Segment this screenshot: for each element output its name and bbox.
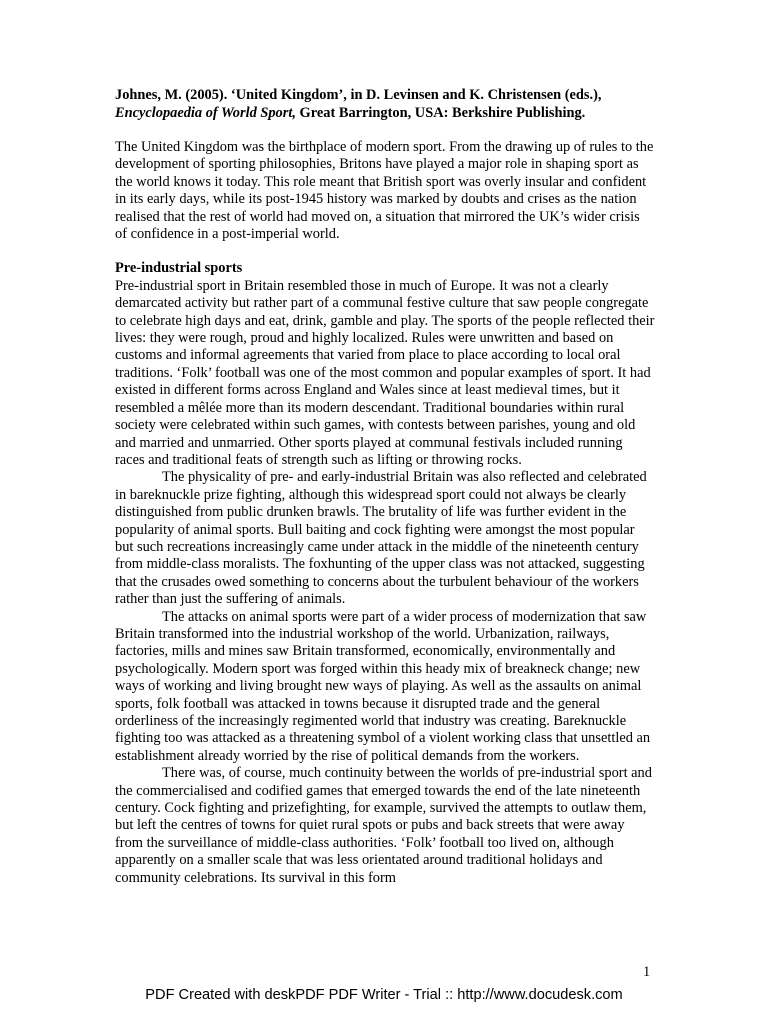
body-paragraph: There was, of course, much continuity between the worlds of pre-industrial sport and the commercialised and codified games that emerged towards the end of the late nineteenth century. Cock fighting and prizefighting, for example, survived the attempts to outlaw them, but left the centres of towns for quiet rural spots or pubs and back streets that were away from the surveillance of middle-class authorities. ‘Folk’ football too lived on, although apparently on a smaller scale that was less orientated around traditional holidays and community celebrations. Its survival in this form	[115, 765, 652, 886]
document-page	[115, 87, 655, 887]
citation-book-title: Encyclopaedia of World Sport,	[115, 104, 296, 121]
citation-publisher: Great Barrington, USA: Berkshire Publishing.	[295, 104, 586, 121]
body-paragraph: The physicality of pre- and early-industrial Britain was also reflected and celebrated in bareknuckle prize fighting, although this widespread sport could not always be clearly distinguished from public drunken brawls. The brutality of life was further evident in the popularity of animal sports. Bull baiting and cock fighting were amongst the most popular but such recreations increasingly came under attack in the middle of the nineteenth century from middle-class moralists. The foxhunting of the upper class was not attacked, suggesting that the crusades owed something to concerns about the turbulent behaviour of the workers rather than just the suffering of animals.	[115, 469, 647, 608]
citation	[115, 87, 655, 122]
page-number: 1	[643, 964, 651, 980]
intro-paragraph: The United Kingdom was the birthplace of modern sport. From the drawing up of rules to the development of sporting philosophies, Britons have played a major role in shaping sport as the world knows it today. This role meant that British sport was overly insular and confident in its early days, while its post-1945 history was marked by doubts and crises as the nation realised that the rest of world had moved on, a situation that mirrored the UK’s wider crisis of confidence in a post-imperial world.	[115, 139, 654, 243]
section-heading: Pre-industrial sports	[115, 260, 243, 277]
body-paragraph: Pre-industrial sport in Britain resembled those in much of Europe. It was not a clearly demarcated activity but rather part of a communal festive culture that saw people congregate to celebrate high days and eat, drink, gamble and play. The sports of the people reflected their lives: they were rough, proud and highly localized. Rules were unwritten and based on customs and informal agreements that varied from place to place according to local oral traditions. ‘Folk’ football was one of the most common and popular examples of sport. It had existed in different forms across England and Wales since at least medieval times, but it resembled a mêlée more than its modern descendant. Traditional boundaries within rural society were celebrated within such games, with contests between parishes, young and old and married and unmarried. Other sports played at communal festivals included running races and traditional feats of strength such as lifting or throwing rocks.	[115, 277, 655, 468]
body-paragraph: The attacks on animal sports were part of a wider process of modernization that saw Britain transformed into the industrial workshop of the world. Urbanization, railways, factories, mills and mines saw Britain transformed, economically, environmentally and psychologically. Modern sport was forged within this heady mix of breakneck change; new ways of working and living brought new ways of playing. As well as the assaults on animal sports, folk football was attacked in towns because it disrupted trade and the general orderliness of the increasingly regimented world that industry was creating. Bareknuckle fighting too was attacked as a threatening symbol of a violent working class that unsettled an establishment already worried by the rise of political demands from the workers.	[115, 608, 651, 764]
citation-authors: Johnes, M. (2005). ‘United Kingdom’, in D. Levinsen and K. Christensen (eds.),	[115, 87, 602, 103]
pdf-watermark-footer: PDF Created with deskPDF PDF Writer - Trial :: http://www.docudesk.com	[145, 987, 623, 1003]
